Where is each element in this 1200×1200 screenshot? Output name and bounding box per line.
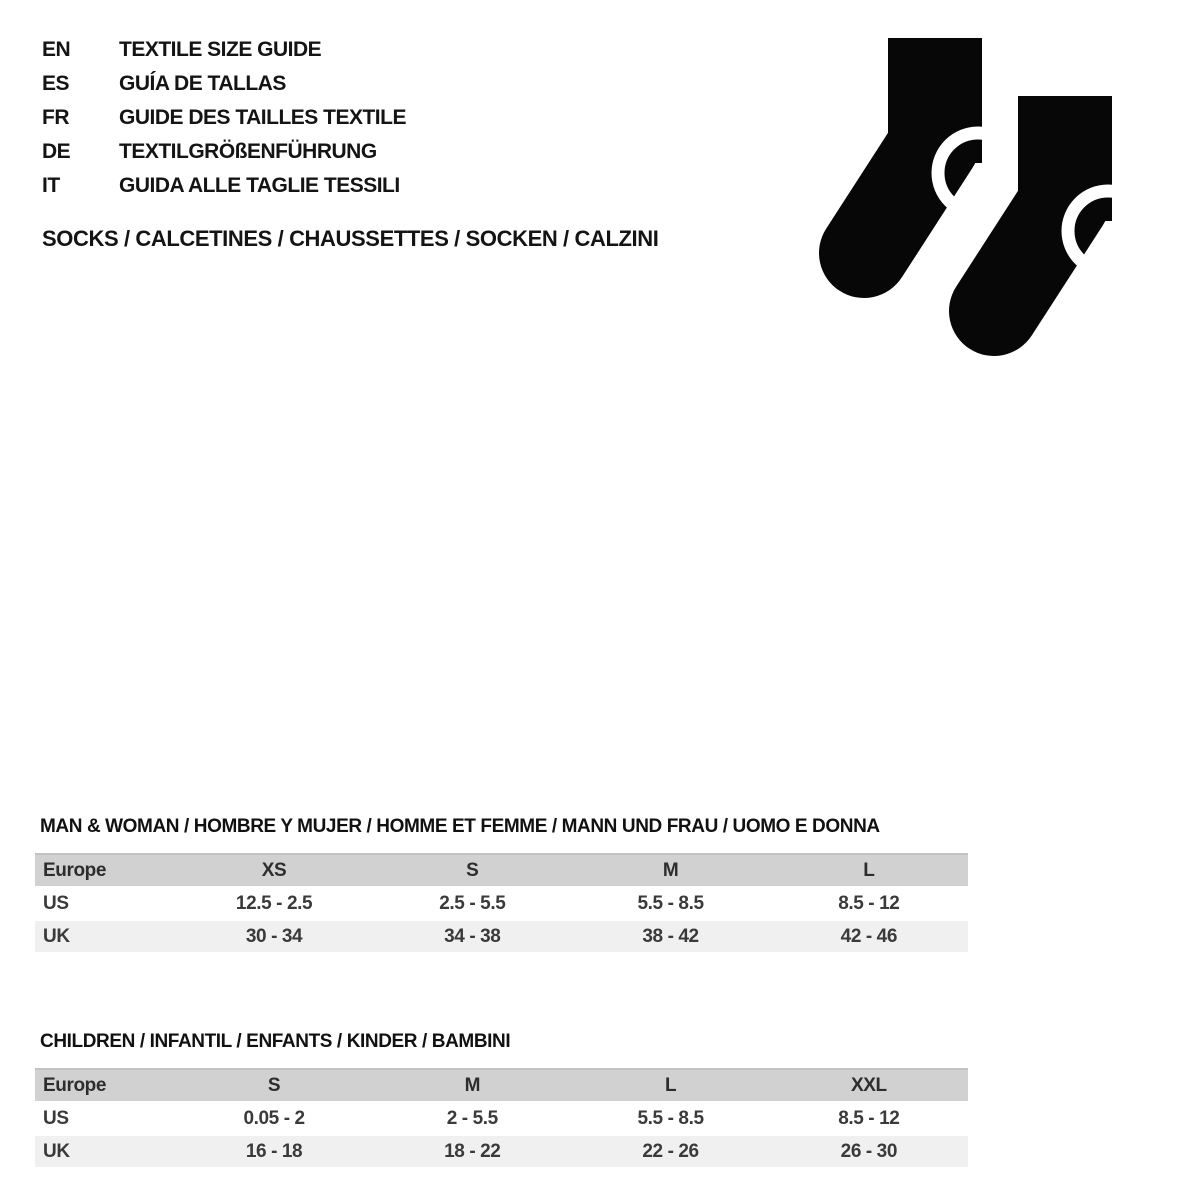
children-table-title: CHILDREN / INFANTIL / ENFANTS / KINDER / BAMBINI — [40, 1031, 511, 1052]
lang-row-de — [42, 135, 406, 169]
lang-label: GUÍA DE TALLAS — [119, 72, 286, 95]
sock-front — [994, 96, 1148, 311]
col-header-region: Europe — [35, 853, 175, 886]
size-value: 12.5 - 2.5 — [175, 888, 373, 919]
size-value: 16 - 18 — [175, 1136, 373, 1167]
sock-back — [864, 38, 1018, 253]
col-header-size: L — [770, 853, 968, 886]
row-label: UK — [35, 921, 175, 952]
table-header-row — [35, 1068, 968, 1101]
col-header-size: XS — [175, 853, 373, 886]
lang-code: IT — [42, 174, 60, 197]
size-value: 0.05 - 2 — [175, 1103, 373, 1134]
lang-label: TEXTILGRÖßENFÜHRUNG — [119, 140, 377, 163]
size-value: 26 - 30 — [770, 1136, 968, 1167]
children-size-table — [35, 1066, 968, 1169]
col-header-region: Europe — [35, 1068, 175, 1101]
adult-table-title: MAN & WOMAN / HOMBRE Y MUJER / HOMME ET FEMME / MANN UND FRAU / UOMO E DONNA — [40, 816, 880, 837]
size-value: 5.5 - 8.5 — [571, 888, 769, 919]
table-row-us — [35, 888, 968, 919]
size-value: 8.5 - 12 — [770, 1103, 968, 1134]
lang-row-es — [42, 67, 406, 101]
language-title-list — [42, 33, 406, 203]
col-header-size: S — [175, 1068, 373, 1101]
col-header-size: XXL — [770, 1068, 968, 1101]
size-value: 22 - 26 — [571, 1136, 769, 1167]
size-value: 38 - 42 — [571, 921, 769, 952]
lang-code: ES — [42, 72, 70, 95]
lang-row-en — [42, 33, 406, 67]
table-row-uk — [35, 921, 968, 952]
lang-code: FR — [42, 106, 69, 129]
size-value: 2 - 5.5 — [373, 1103, 571, 1134]
size-value: 18 - 22 — [373, 1136, 571, 1167]
row-label: US — [35, 888, 175, 919]
col-header-size: L — [571, 1068, 769, 1101]
lang-label: TEXTILE SIZE GUIDE — [119, 38, 322, 61]
category-heading: SOCKS / CALCETINES / CHAUSSETTES / SOCKEN / CALZINI — [42, 226, 659, 251]
col-header-size: S — [373, 853, 571, 886]
adult-size-section — [35, 816, 968, 954]
lang-row-fr — [42, 101, 406, 135]
row-label: US — [35, 1103, 175, 1134]
lang-code: EN — [42, 38, 71, 61]
table-header-row — [35, 853, 968, 886]
size-value: 42 - 46 — [770, 921, 968, 952]
socks-icon — [812, 25, 1172, 375]
children-size-section — [35, 1031, 968, 1169]
lang-code: DE — [42, 140, 71, 163]
col-header-size: M — [373, 1068, 571, 1101]
size-value: 5.5 - 8.5 — [571, 1103, 769, 1134]
table-row-us — [35, 1103, 968, 1134]
adult-size-table — [35, 851, 968, 954]
table-row-uk — [35, 1136, 968, 1167]
col-header-size: M — [571, 853, 769, 886]
lang-label: GUIDA ALLE TAGLIE TESSILI — [119, 174, 400, 197]
lang-label: GUIDE DES TAILLES TEXTILE — [119, 106, 406, 129]
size-value: 34 - 38 — [373, 921, 571, 952]
size-value: 2.5 - 5.5 — [373, 888, 571, 919]
size-value: 8.5 - 12 — [770, 888, 968, 919]
row-label: UK — [35, 1136, 175, 1167]
lang-row-it — [42, 169, 406, 203]
size-value: 30 - 34 — [175, 921, 373, 952]
